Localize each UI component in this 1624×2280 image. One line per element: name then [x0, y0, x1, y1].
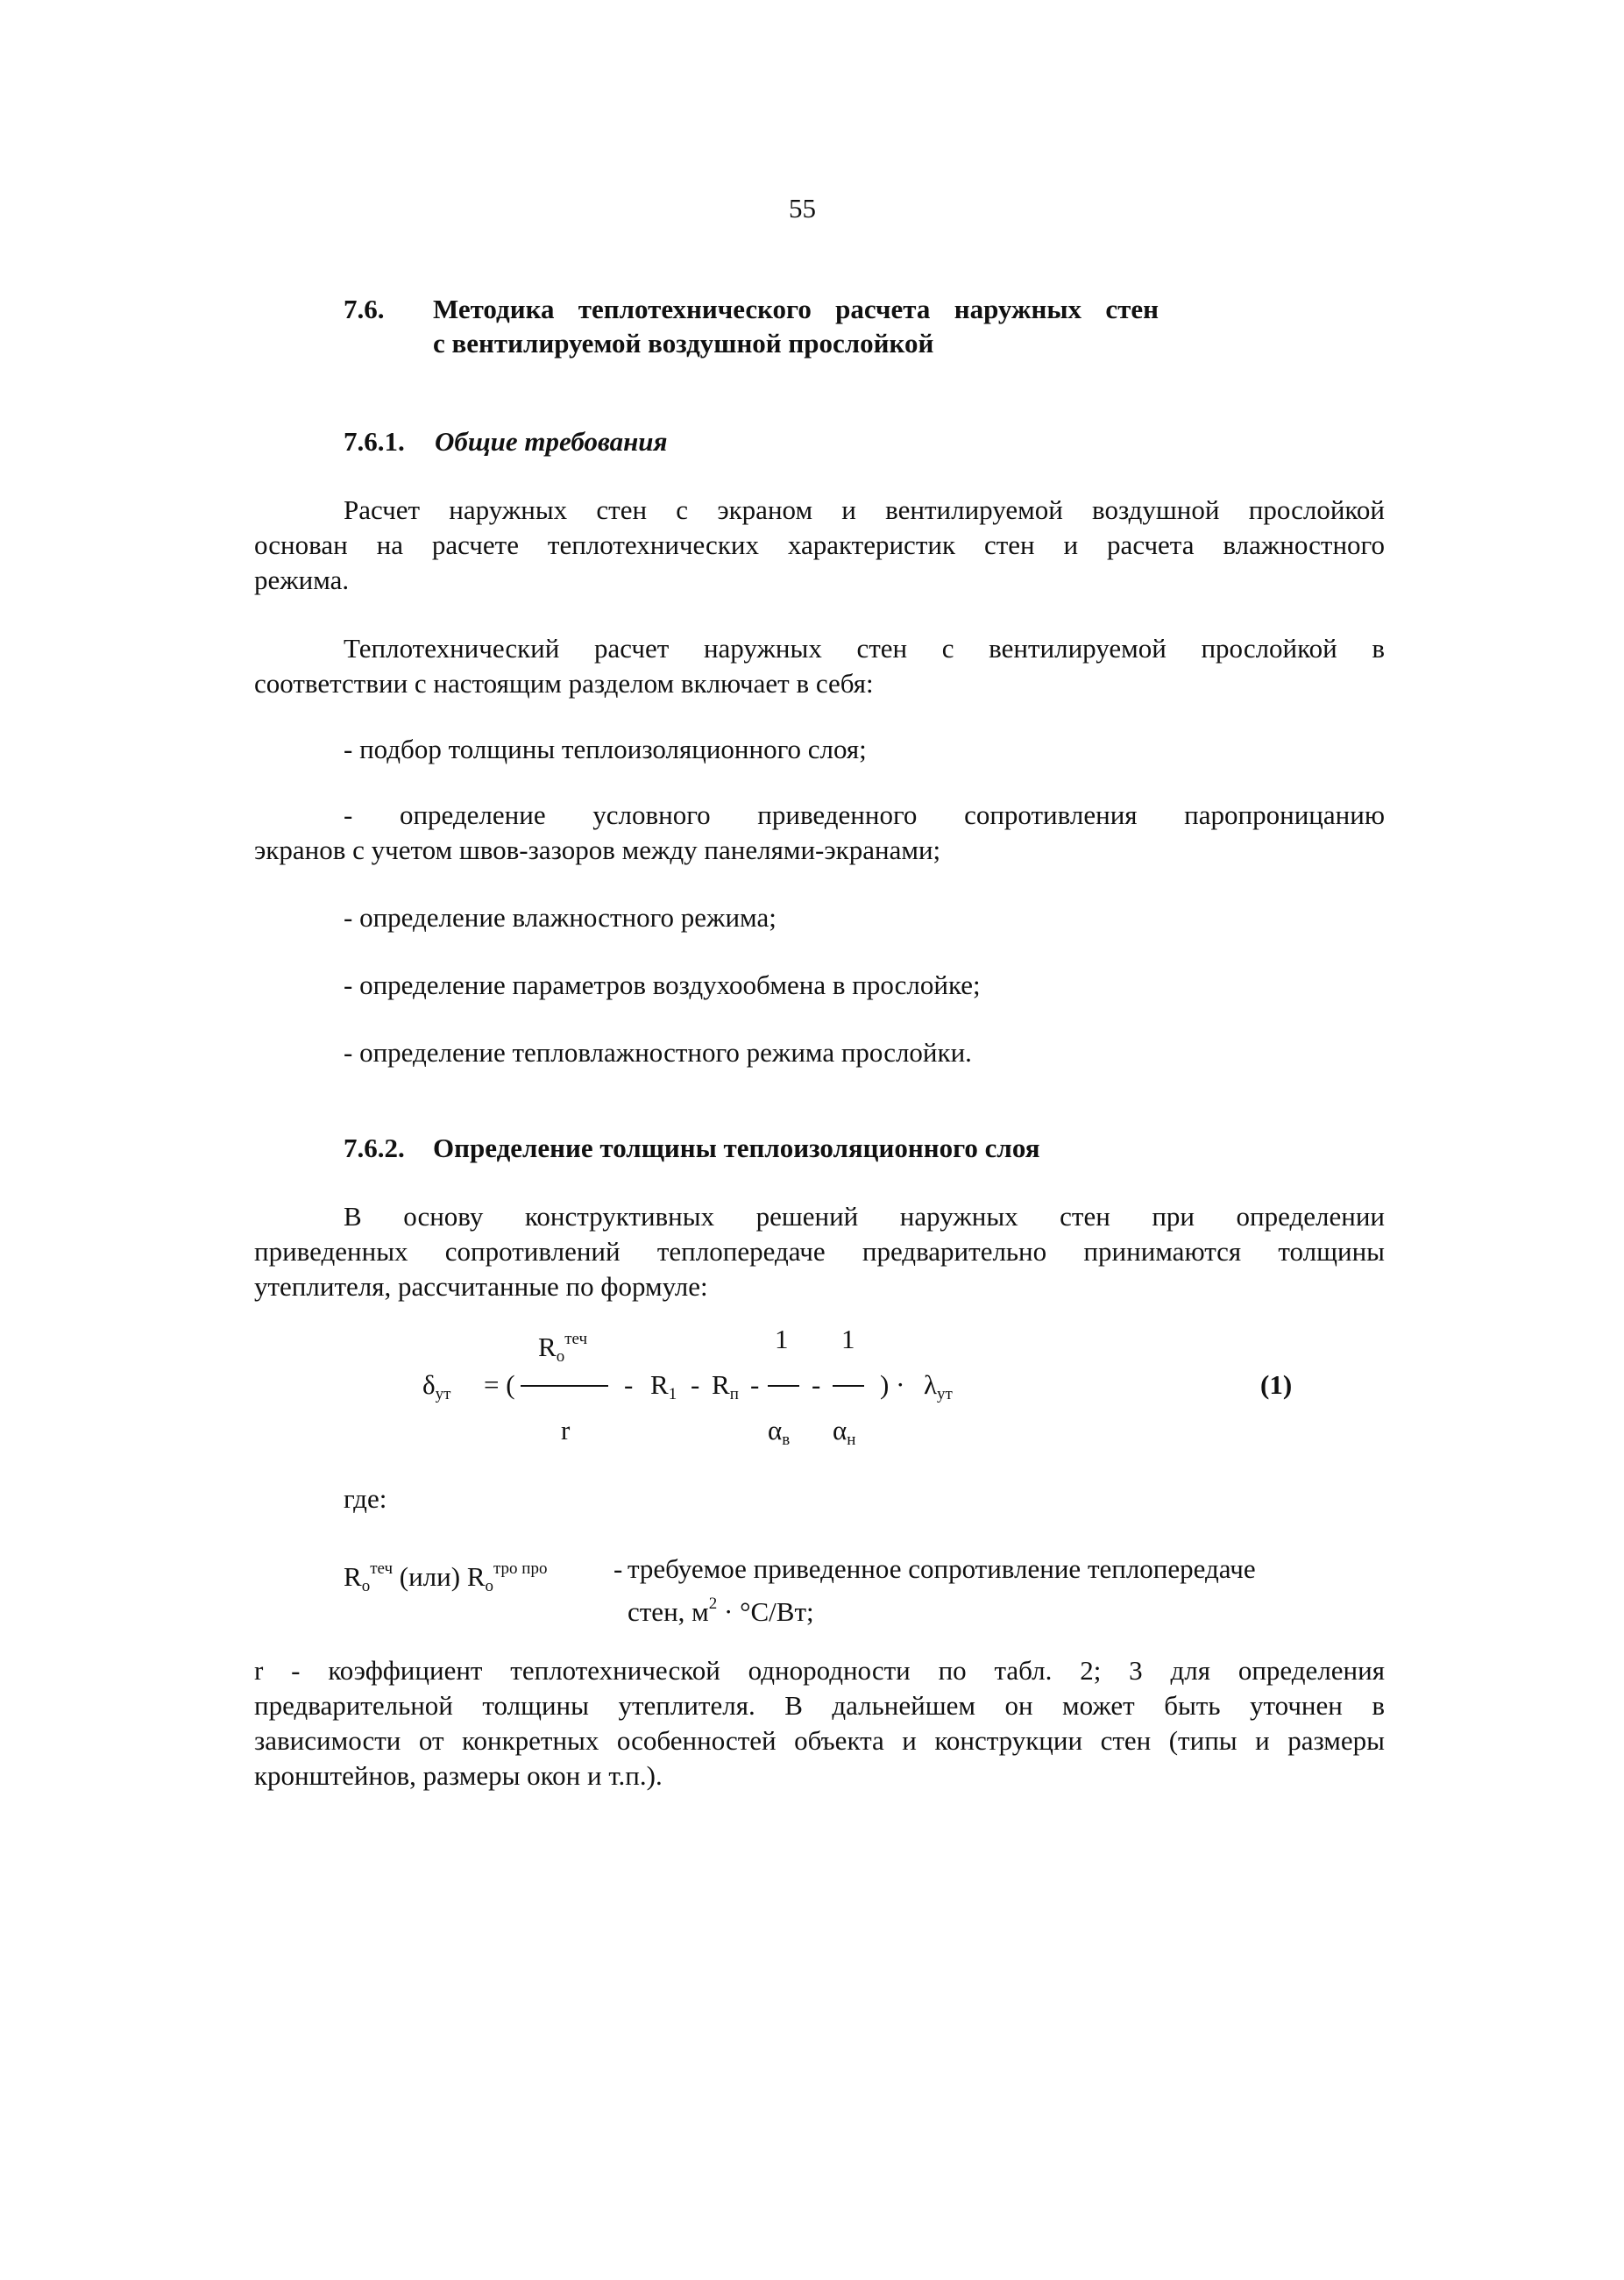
- page-number: 55: [789, 193, 816, 224]
- formula-r: r: [561, 1415, 571, 1445]
- paragraph-1-line: Расчет наружных стен с экраном и вентилируемой воздушной прослойкой: [344, 494, 1385, 525]
- subsection1-title: Общие требования: [435, 426, 668, 457]
- formula-one: 1: [775, 1324, 789, 1354]
- formula-delta: $\delta_{ут}$: [422, 1369, 451, 1403]
- fraction-bar: [768, 1385, 799, 1387]
- subsection2-title: Определение толщины теплоизоляционного слоя: [433, 1133, 1040, 1163]
- formula-alpha-v: $\alpha_в$: [768, 1415, 791, 1449]
- formula-minus: -: [624, 1369, 634, 1400]
- paragraph-3-line: В основу конструктивных решений наружных стен при определении: [344, 1201, 1385, 1232]
- definition-desc: требуемое приведенное сопротивление теплопередаче: [628, 1553, 1256, 1584]
- definition-desc-line2: стен, $м^2 \cdot ^\circ С/Вт$;: [628, 1595, 814, 1627]
- section-title-line1: Методика теплотехнического расчета наружных стен: [433, 294, 1159, 324]
- formula-minus: -: [691, 1369, 700, 1400]
- fraction-bar: [833, 1385, 864, 1387]
- definition-r-line: предварительной толщины утеплителя. В дальнейшем он может быть уточнен в: [254, 1690, 1385, 1721]
- paragraph-3: [254, 1199, 1385, 1304]
- list-item: - подбор толщины теплоизоляционного слоя;: [344, 734, 867, 764]
- definition-r-line: r - коэффициент теплотехнической однородности по табл. 2; 3 для определения: [254, 1655, 1385, 1686]
- paragraph-1: [254, 493, 1385, 598]
- fraction-bar: [521, 1385, 608, 1387]
- subsection1-number: 7.6.1.: [344, 426, 405, 457]
- formula-eq-open: = (: [484, 1369, 515, 1400]
- formula-numerator-R: $R_o^{теч}$: [538, 1330, 588, 1366]
- definition-r-line: зависимости от конкретных особенностей объекта и конструкции стен (типы и размеры: [254, 1725, 1385, 1756]
- formula-number: (1): [1260, 1369, 1293, 1400]
- definition-r: [254, 1653, 1385, 1793]
- paragraph-1-line: основан на расчете теплотехнических характеристик стен и расчета влажностного: [254, 529, 1385, 560]
- formula-alpha-n: $\alpha_н$: [833, 1415, 856, 1449]
- paragraph-1-line: режима.: [254, 565, 350, 595]
- list-item: - определение параметров воздухообмена в прослойке;: [344, 970, 981, 1000]
- section-title-line2: с вентилируемой воздушной прослойкой: [433, 328, 934, 359]
- formula-minus: -: [750, 1369, 760, 1400]
- definition-dash: -: [613, 1553, 623, 1584]
- list-item-continuation: экранов с учетом швов-зазоров между панелями-экранами;: [254, 835, 941, 865]
- list-item: - определение влажностного режима;: [344, 902, 777, 933]
- definition-r-line: кронштейнов, размеры окон и т.п.).: [254, 1760, 663, 1791]
- formula-one: 1: [841, 1324, 855, 1354]
- paragraph-3-line: утеплителя, рассчитанные по формуле:: [254, 1271, 708, 1302]
- paragraph-2-line: Теплотехнический расчет наружных стен с вентилируемой прослойкой в: [344, 633, 1385, 664]
- list-item: - определение условного приведенного сопротивления паропроницанию: [344, 799, 1385, 830]
- formula-R1: $R_1$: [650, 1369, 677, 1403]
- list-item: - определение тепловлажностного режима прослойки.: [344, 1037, 972, 1068]
- paragraph-2: [254, 631, 1385, 701]
- formula-minus: -: [812, 1369, 821, 1400]
- where-label: где:: [344, 1483, 387, 1514]
- paragraph-2-line: соответствии с настоящим разделом включает в себя:: [254, 668, 874, 699]
- formula-lambda: $\lambda_{ут}$: [924, 1369, 953, 1403]
- formula-Rn: $R_п$: [712, 1369, 739, 1403]
- formula-close-dot: ) ·: [880, 1369, 905, 1400]
- paragraph-3-line: приведенных сопротивлений теплопередаче предварительно принимаются толщины: [254, 1236, 1385, 1267]
- subsection2-number: 7.6.2.: [344, 1133, 405, 1163]
- definition-term: $R_o^{теч}$ (или) $R_o^{тро про}$: [344, 1559, 548, 1595]
- section-number: 7.6.: [344, 294, 385, 324]
